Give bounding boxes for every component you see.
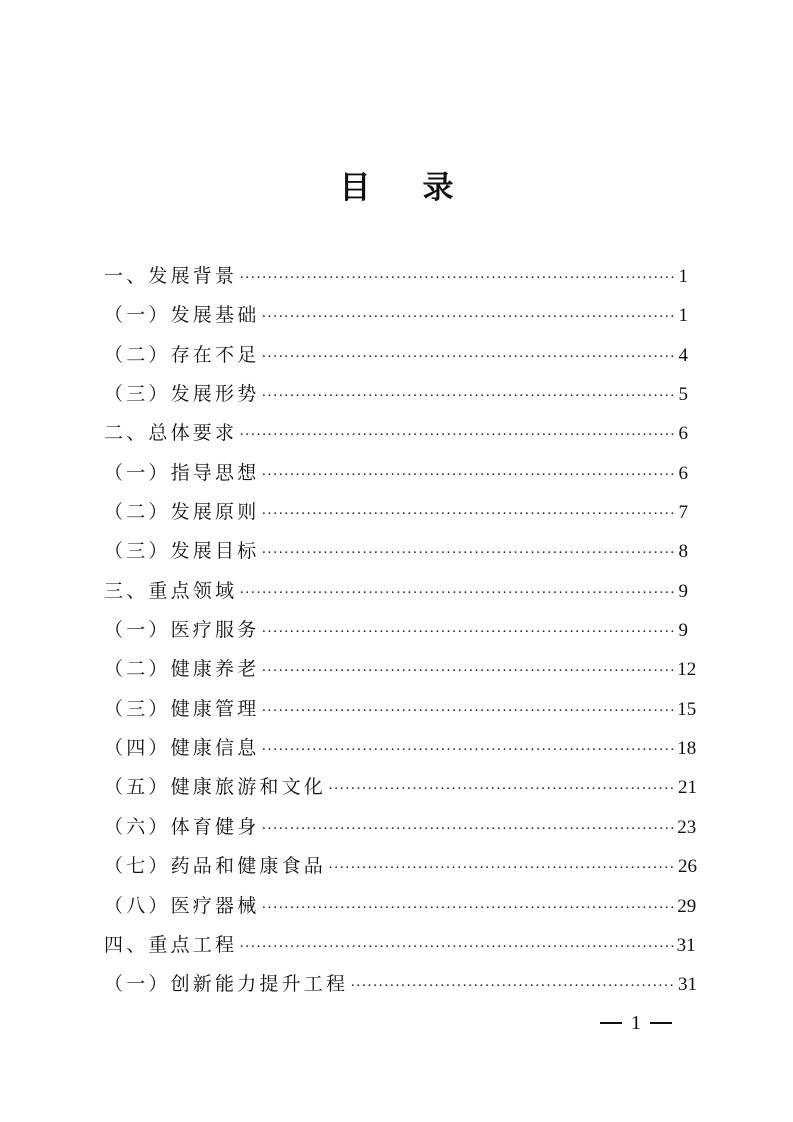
toc-entry-label: 一、发展背景 (104, 265, 238, 287)
toc-entry-label: （七）药品和健康食品 (104, 855, 327, 878)
toc-entry-label: （一）指导思想 (104, 461, 260, 484)
toc-entry-page-number: 23 (677, 816, 697, 838)
toc-entry-page-number: 26 (678, 856, 697, 878)
toc-dot-leader (261, 377, 676, 416)
toc-entry-label: （二）发展原则 (104, 501, 260, 524)
toc-entry-page-number: 1 (678, 305, 688, 327)
toc-entry[interactable] (104, 729, 697, 768)
footer-page-number: 1 (631, 1012, 641, 1034)
toc-entry-label: 四、重点工程 (104, 933, 238, 956)
toc-entry-label: （八）医疗器械 (104, 894, 260, 917)
toc-dot-leader (328, 849, 676, 888)
toc-entry[interactable] (104, 650, 697, 689)
toc-entry-page-number: 4 (678, 344, 688, 366)
toc-entry-label: （四）健康信息 (104, 737, 260, 760)
toc-entry-label: （二）健康养老 (104, 658, 260, 681)
toc-entry-page-number: 7 (678, 502, 688, 524)
toc-dot-leader (261, 495, 676, 534)
toc-entry-page-number: 6 (678, 423, 688, 445)
toc-entry-label: （二）存在不足 (104, 343, 260, 366)
toc-dot-leader (261, 652, 675, 691)
toc-entry-page-number: 6 (678, 462, 688, 484)
toc-entry-page-number: 15 (677, 698, 697, 720)
toc-dot-leader (261, 731, 675, 770)
toc-entry[interactable] (104, 690, 697, 729)
toc-entry[interactable] (104, 572, 688, 611)
toc-entry[interactable] (104, 532, 688, 571)
toc-entry[interactable] (104, 926, 696, 965)
footer-dash-left (600, 1022, 622, 1024)
toc-entry[interactable] (104, 611, 688, 650)
toc-entry-page-number: 18 (677, 738, 697, 760)
toc-dot-leader (328, 770, 676, 809)
toc-entry[interactable] (104, 414, 688, 453)
toc-entry-page-number: 9 (678, 620, 688, 642)
toc-entry[interactable] (104, 454, 688, 493)
toc-entry-page-number: 29 (677, 895, 697, 917)
toc-entry[interactable] (104, 768, 697, 807)
toc-dot-leader (261, 810, 675, 849)
footer-dash-right (650, 1022, 672, 1024)
toc-entry-label: （一）医疗服务 (104, 619, 260, 642)
toc-entry-page-number: 12 (677, 659, 697, 681)
toc-entry-label: （一）创新能力提升工程 (104, 973, 349, 996)
toc-dot-leader (261, 692, 675, 731)
toc-entry-label: （五）健康旅游和文化 (104, 776, 327, 799)
toc-entry-page-number: 8 (678, 541, 688, 563)
toc-dot-leader (239, 416, 676, 455)
toc-entry[interactable] (104, 257, 688, 296)
toc-entry-label: （一）发展基础 (104, 304, 260, 327)
page-title: 目录 (339, 170, 506, 206)
toc-dot-leader (239, 259, 676, 298)
toc-dot-leader (350, 967, 676, 1006)
toc-dot-leader (261, 889, 675, 928)
toc-entry-label: 二、总体要求 (104, 422, 238, 445)
toc-dot-leader (261, 456, 676, 495)
toc-entry-page-number: 1 (678, 266, 688, 287)
toc-entry[interactable] (104, 375, 688, 414)
toc-dot-leader (261, 338, 676, 377)
toc-entry-page-number: 31 (678, 974, 697, 996)
toc-dot-leader (261, 613, 676, 652)
toc-entry-label: （三）发展目标 (104, 540, 260, 563)
toc-entry[interactable] (104, 336, 688, 375)
page-footer (600, 1008, 672, 1038)
toc-entry-page-number: 9 (678, 580, 688, 602)
toc-dot-leader (239, 928, 674, 967)
toc-entry[interactable] (104, 296, 688, 335)
toc-entry[interactable] (104, 808, 697, 847)
toc-dot-leader (261, 534, 676, 573)
toc-entry-label: 三、重点领域 (104, 579, 238, 602)
toc-entry[interactable] (104, 965, 697, 1004)
toc-dot-leader (261, 298, 676, 337)
table-of-contents (104, 257, 697, 1005)
toc-entry-page-number: 31 (676, 934, 696, 956)
toc-entry-page-number: 5 (678, 384, 688, 406)
toc-dot-leader (239, 574, 676, 613)
toc-entry-label: （三）健康管理 (104, 697, 260, 720)
toc-entry-label: （六）体育健身 (104, 815, 260, 838)
toc-entry[interactable] (104, 493, 688, 532)
toc-entry[interactable] (104, 887, 697, 926)
toc-entry[interactable] (104, 847, 697, 886)
toc-entry-page-number: 21 (678, 777, 697, 799)
toc-entry-label: （三）发展形势 (104, 383, 260, 406)
